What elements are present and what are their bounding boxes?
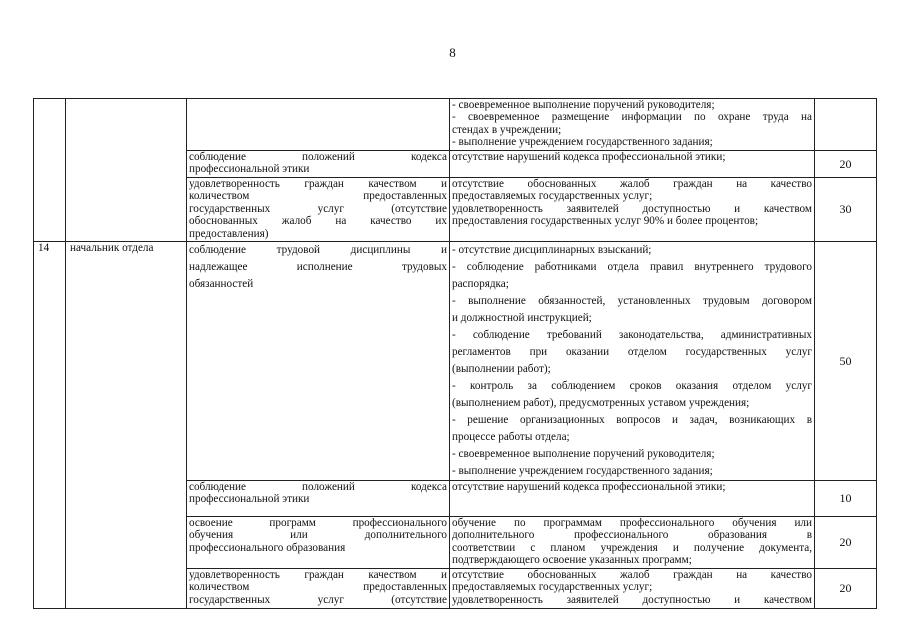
criterion-line: количеством предоставленных: [189, 581, 447, 594]
points-cell: 30: [815, 178, 877, 242]
indicator-line: - контроль за соблюдением сроков оказания отделом услуг: [452, 380, 812, 392]
criterion-line: предоставления): [189, 227, 269, 240]
indicator-line: подтверждающего освоение указанных программ;: [452, 554, 692, 567]
table-row: [34, 99, 877, 151]
criterion-line: удовлетворенность граждан качеством и: [189, 178, 447, 190]
indicator-line: отсутствие обоснованных жалоб граждан на качество: [452, 178, 812, 190]
points-cell: 20: [815, 517, 877, 569]
criterion-line: профессионального образования: [189, 541, 346, 554]
indicator-line: удовлетворенность заявителей доступностью и качеством: [452, 202, 812, 215]
indicator-line: - своевременное выполнение поручений руководителя;: [452, 448, 715, 460]
indicator-line: - выполнение обязанностей, установленных трудовым договором: [452, 295, 812, 307]
criterion-line: удовлетворенность граждан качеством и: [189, 569, 447, 581]
criterion-cell: [187, 178, 450, 242]
points-cell: 50: [815, 242, 877, 481]
criterion-line: обязанностей: [189, 278, 254, 290]
indicator-line: стендах в учреждении;: [452, 123, 562, 136]
points-cell: 20: [815, 151, 877, 178]
indicator-line: - выполнение учреждением государственного задания;: [452, 465, 713, 477]
points-cell: 20: [815, 569, 877, 609]
position-cell: [66, 99, 187, 242]
indicator-line: - отсутствие дисциплинарных взысканий;: [452, 244, 652, 256]
criterion-cell: [187, 151, 450, 178]
criterion-cell: [187, 99, 450, 151]
criterion-line: соблюдение положений кодекса: [189, 481, 447, 493]
indicator-line: распорядка;: [452, 278, 509, 290]
indicator-line: (выполнении работ);: [452, 363, 551, 375]
indicator-line: удовлетворенность заявителей доступностью и качеством: [452, 593, 812, 606]
indicator-line: - соблюдение работниками отдела правил внутреннего трудового: [452, 261, 812, 273]
indicator-line: отсутствие нарушений кодекса профессиональной этики;: [452, 481, 726, 493]
table-row: [34, 242, 877, 481]
indicator-line: регламентов при оказании отделом государственных услуг: [452, 346, 812, 358]
page-number: 8: [449, 45, 456, 60]
indicator-line: отсутствие нарушений кодекса профессиональной этики;: [452, 151, 726, 163]
indicator-cell: [450, 569, 815, 609]
indicator-cell: [450, 99, 815, 151]
position-cell: начальник отдела: [66, 242, 187, 609]
indicator-cell: [450, 242, 815, 481]
indicator-line: (выполнением работ), предусмотренных уставом учреждения;: [452, 397, 750, 409]
indicator-line: дополнительного профессионального образования в: [452, 529, 812, 542]
indicator-line: предоставления государственных услуг 90% и более процентов;: [452, 215, 759, 228]
criterion-line: государственных услуг (отсутствие: [189, 202, 447, 215]
indicator-line: обучение по программам профессионального обучения или: [452, 517, 812, 529]
criterion-line: количеством предоставленных: [189, 190, 447, 203]
indicator-line: - соблюдение требований законодательства, административных: [452, 329, 812, 341]
criterion-cell: [187, 481, 450, 517]
row-number-cell: 14: [34, 242, 66, 609]
criterion-line: соблюдение положений кодекса: [189, 151, 447, 163]
indicator-cell: [450, 178, 815, 242]
criterion-line: профессиональной этики: [189, 163, 310, 176]
criterion-line: профессиональной этики: [189, 493, 310, 506]
indicator-line: процессе работы отдела;: [452, 431, 570, 443]
indicator-line: предоставляемых государственных услуг;: [452, 190, 653, 203]
indicator-line: - выполнение учреждением государственного задания;: [452, 136, 713, 149]
indicator-line: - своевременное размещение информации по охране труда на: [452, 111, 812, 124]
criterion-line: соблюдение трудовой дисциплины и: [189, 244, 447, 256]
indicator-line: и должностной инструкцией;: [452, 312, 592, 324]
points-cell: [815, 99, 877, 151]
criterion-cell: [187, 569, 450, 609]
criteria-table: [33, 98, 877, 609]
indicator-line: отсутствие обоснованных жалоб граждан на качество: [452, 569, 812, 581]
criterion-line: освоение программ профессионального: [189, 517, 447, 529]
indicator-cell: [450, 517, 815, 569]
indicator-cell: [450, 151, 815, 178]
indicator-line: - решение организационных вопросов и задач, возникающих в: [452, 414, 812, 426]
criterion-line: обучения или дополнительного: [189, 529, 447, 542]
criterion-line: государственных услуг (отсутствие: [189, 593, 447, 606]
criterion-line: обоснованных жалоб на качество их: [189, 215, 447, 228]
indicator-line: предоставляемых государственных услуг;: [452, 581, 653, 594]
criterion-cell: [187, 517, 450, 569]
criterion-line: надлежащее исполнение трудовых: [189, 261, 447, 273]
row-number-cell: [34, 99, 66, 242]
indicator-line: - своевременное выполнение поручений руководителя;: [452, 99, 715, 111]
indicator-line: соответствии с планом учреждения и получение документа,: [452, 541, 812, 554]
criterion-cell: [187, 242, 450, 481]
indicator-cell: [450, 481, 815, 517]
points-cell: 10: [815, 481, 877, 517]
